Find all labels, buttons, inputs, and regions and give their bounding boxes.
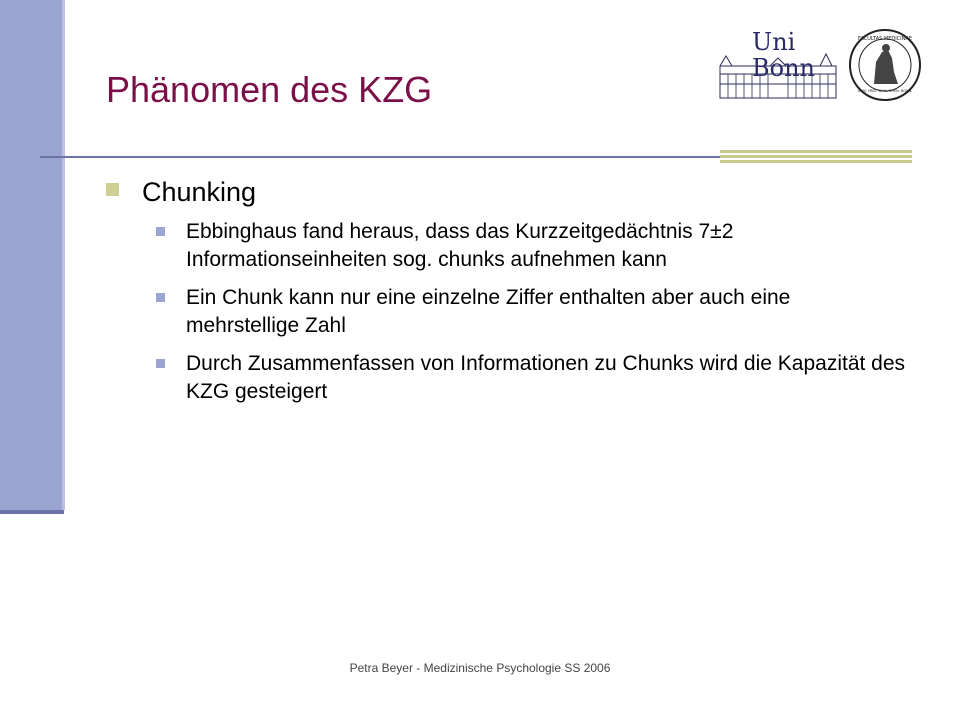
square-bullet-icon [106, 183, 119, 196]
sub-bullet-text: Ebbinghaus fand heraus, dass das Kurzzeitgedächtnis 7±2 Informationseinheiten sog. chunks aufnehmen kann [186, 220, 734, 271]
square-bullet-icon [156, 293, 165, 302]
sidebar-stripe-shadow [0, 510, 64, 514]
seal-text-top: FACULTAS MEDICINAE [858, 36, 912, 42]
uni-bonn-logo-text-bonn: Bonn [752, 54, 815, 82]
faculty-seal-logo [848, 28, 922, 102]
sub-bullet-text: Ein Chunk kann nur eine einzelne Ziffer enthalten aber auch eine mehrstellige Zahl [186, 286, 791, 337]
seal-text-inner: UNIV. FRID. GUIL. RHEN. BONN. [857, 89, 913, 93]
sub-bullet-text: Durch Zusammenfassen von Informationen zu Chunks wird die Kapazität des KZG gesteigert [186, 352, 906, 403]
sub-bullet-list [156, 218, 906, 406]
uni-bonn-logo-text-uni: Uni [752, 28, 796, 56]
sub-bullet [156, 350, 906, 406]
slide-content [106, 174, 906, 416]
square-bullet-icon [156, 227, 165, 236]
square-bullet-icon [156, 359, 165, 368]
bullet-level1 [106, 174, 906, 210]
title-divider-accent [720, 150, 912, 164]
sub-bullet [156, 284, 906, 340]
sub-bullet [156, 218, 906, 274]
bullet-level1-text: Chunking [142, 177, 257, 207]
slide-title: Phänomen des KZG [106, 69, 433, 110]
sidebar-stripe [0, 0, 65, 510]
slide-footer: Petra Beyer - Medizinische Psychologie SS 2006 [349, 661, 611, 675]
uni-bonn-logo [716, 28, 840, 102]
